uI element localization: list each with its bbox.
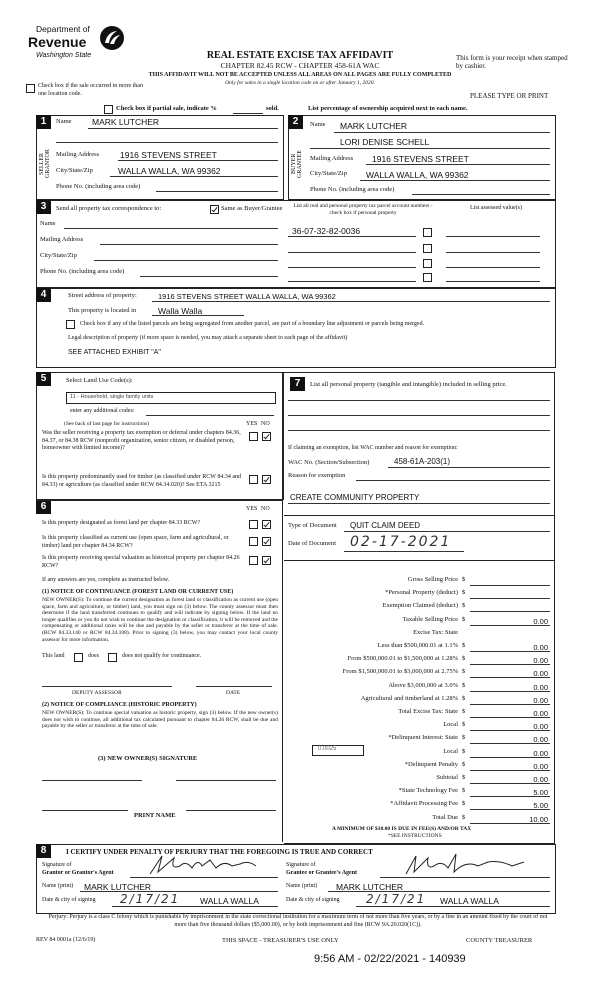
certify-statement: I CERTIFY UNDER PENALTY OF PERJURY THAT THE FOREGOING IS TRUE AND CORRECT xyxy=(66,848,373,856)
parcel1-personal-checkbox[interactable] xyxy=(423,228,432,237)
calc-row-label: *Delinquent Interest: State xyxy=(388,734,458,742)
calc-row-amount[interactable]: 0.00 xyxy=(533,682,548,692)
segregated-checkbox[interactable] xyxy=(66,320,75,329)
section1-number: 1 xyxy=(36,115,51,129)
multi-location-checkbox[interactable] xyxy=(26,84,35,93)
ownership-note: List percentage of ownership acquired next to each name. xyxy=(308,105,468,112)
s5-q1-no[interactable] xyxy=(262,432,271,441)
grantee-city-field[interactable]: WALLA WALLA xyxy=(440,896,499,906)
parcel4-personal-checkbox[interactable] xyxy=(423,273,432,282)
sold-label: sold. xyxy=(266,105,279,112)
reason-field[interactable]: CREATE COMMUNITY PROPERTY xyxy=(290,493,420,502)
partial-sale-label: Check box if partial sale, indicate % xyxy=(116,105,217,112)
calc-row-label: Above $3,000,000 at 3.0% xyxy=(388,681,458,689)
assessor-date-line[interactable] xyxy=(196,686,272,687)
s5-yes-header: YES xyxy=(246,421,258,427)
doc-date-field[interactable]: 02-17-2021 xyxy=(350,534,452,550)
calc-row-label: Taxable Selling Price xyxy=(402,615,458,623)
s6-no-header: NO xyxy=(261,506,270,512)
grantor-city-field[interactable]: WALLA WALLA xyxy=(200,896,259,906)
notice1-body: NEW OWNER(S): To continue the current designation as forest land or classification as current use (open space, farm and agriculture, or timber) land, you must sign on (3) below. The county assessor must then determine if the land transferred continues to qualify and will indicate by signing below. If the land no longer qualifies or you do not wish to continue the designation or classification, it will be removed and the compensating or additional taxes will be due and payable by the seller or transferor at the time of sale. (RCW 84.33.140 or RCW 84.34.108). Prior to signing (3) below, you may contact your local county assessor for more information. xyxy=(42,597,278,643)
minimum-due-note: A MINIMUM OF $10.00 IS DUE IN FEE(S) AND/OR TAX xyxy=(332,826,472,832)
please-type: PLEASE TYPE OR PRINT xyxy=(470,92,549,100)
print-name-line2[interactable] xyxy=(186,810,276,811)
grantor-sig-label xyxy=(42,862,114,877)
treasurer-only-label: THIS SPACE - TREASURER'S USE ONLY xyxy=(222,937,339,944)
new-owner-sig-line2[interactable] xyxy=(176,780,276,781)
calc-row-dollar: $ xyxy=(462,813,466,821)
calc-row-line xyxy=(470,598,550,599)
calc-row-amount[interactable]: 0.00 xyxy=(533,735,548,745)
s6-q2-yes[interactable] xyxy=(249,537,258,546)
calc-row-dollar: $ xyxy=(462,708,466,715)
calc-row-amount[interactable]: 0.00 xyxy=(533,748,548,758)
calc-row-dollar: $ xyxy=(462,576,466,583)
form-subtitle: CHAPTER 82.45 RCW - CHAPTER 458-61A WAC xyxy=(220,61,380,70)
seller-city-field[interactable]: WALLA WALLA, WA 99362 xyxy=(118,166,221,176)
dept-line3: Washington State xyxy=(36,52,92,59)
personal-property-label: List all personal property (tangible and intangible) included in selling price. xyxy=(310,381,507,388)
section5-number: 5 xyxy=(36,372,51,386)
land-use-value: 11 - Household, single family units xyxy=(70,394,154,400)
section2-side-label: BUYER GRANTEE xyxy=(291,150,303,178)
notice2-title: (2) NOTICE OF COMPLIANCE (HISTORIC PROPERTY) xyxy=(42,702,197,708)
same-as-buyer-checkbox[interactable] xyxy=(210,205,219,214)
calc-row-dollar: $ xyxy=(462,602,466,610)
buyer-city-field[interactable]: WALLA WALLA, WA 99362 xyxy=(366,170,469,180)
buyer-city-label: City/State/Zip xyxy=(310,170,347,177)
section8-number: 8 xyxy=(36,844,51,858)
calc-row-dollar: $ xyxy=(462,760,466,768)
buyer-phone-field[interactable] xyxy=(412,194,550,195)
section7-number: 7 xyxy=(290,377,305,391)
grantor-date-label: Date & city of signing xyxy=(42,897,96,903)
send-correspondence-label: Send all property tax correspondence to: xyxy=(56,205,162,212)
located-label: This property is located in xyxy=(68,307,137,314)
corr-mailing-label: Mailing Address xyxy=(40,236,84,243)
corr-name-label: Name xyxy=(40,220,56,227)
same-as-buyer-label: Same as Buyer/Grantee xyxy=(221,205,283,212)
calc-row-amount[interactable]: 0.00 xyxy=(533,761,548,771)
s5-no-header: NO xyxy=(261,421,270,427)
seller-name-field[interactable]: MARK LUTCHER xyxy=(92,117,160,127)
revenue-logo-icon xyxy=(98,24,126,52)
dept-line1: Department of xyxy=(36,24,90,34)
calc-row-label: Total Due xyxy=(432,813,458,821)
assessor-date-label: DATE xyxy=(226,690,241,696)
calc-row-dollar: $ xyxy=(462,642,466,649)
grantee-name-field[interactable]: MARK LUTCHER xyxy=(336,882,404,892)
calc-row-dollar: $ xyxy=(462,655,466,663)
grantee-signature[interactable] xyxy=(400,850,530,878)
calc-row-dollar: $ xyxy=(462,589,466,597)
print-name-label: PRINT NAME xyxy=(134,812,176,819)
calc-row-dollar: $ xyxy=(462,721,466,729)
calc-row-label: Exemption Claimed (deduct) xyxy=(382,602,458,610)
s6-q1-yes[interactable] xyxy=(249,520,258,529)
county-treasurer-label: COUNTY TREASURER xyxy=(466,937,533,944)
calc-row-line xyxy=(470,585,550,586)
calc-row-dollar: $ xyxy=(462,734,466,742)
doc-type-field[interactable]: QUIT CLAIM DEED xyxy=(350,521,421,530)
this-land-label: This land xyxy=(42,653,65,659)
calc-row-label: Local xyxy=(443,747,458,755)
seller-mailing-label: Mailing Address xyxy=(56,151,100,158)
s6-q2-no[interactable] xyxy=(262,537,271,546)
does-qualify-checkbox[interactable] xyxy=(74,653,83,662)
calc-row-dollar: $ xyxy=(462,747,466,755)
grantor-sig-label-2: Grantor or Grantor's Agent xyxy=(42,869,114,876)
assessed1-field[interactable] xyxy=(446,236,540,237)
street-field[interactable]: 1916 STEVENS STREET WALLA WALLA, WA 99362 xyxy=(158,292,336,301)
section2-number: 2 xyxy=(288,115,303,129)
s6-if-yes: If any answers are yes, complete as instructed below. xyxy=(42,577,170,583)
calc-row-amount[interactable]: 0.00 xyxy=(533,722,548,732)
calc-row-label: *Personal Property (deduct) xyxy=(385,589,458,597)
calc-row-amount[interactable]: 0.00 xyxy=(533,709,548,718)
new-owner-sig-label: (3) NEW OWNER(S) SIGNATURE xyxy=(98,755,198,762)
grantor-name-label: Name (print) xyxy=(42,883,74,889)
legal-label: Legal description of property (if more space is needed, you may attach a separate sheet to each page of the affidavit) xyxy=(68,335,348,341)
buyer-name2-field[interactable]: LORI DENISE SCHELL xyxy=(340,137,430,147)
doc-date-label: Date of Document xyxy=(288,540,337,547)
does-not-qualify-checkbox[interactable] xyxy=(108,653,117,662)
calc-row-dollar: $ xyxy=(462,694,466,702)
s6-yes-header: YES xyxy=(246,506,258,512)
see-back-note: (See back of last page for instructions) xyxy=(64,421,149,427)
calc-row-label: *State Technology Fee xyxy=(398,787,458,795)
located-field[interactable]: Walla Walla xyxy=(158,306,203,316)
section1-side-label: SELLER GRANTOR xyxy=(39,149,51,179)
parcel-header: List all real and personal property tax parcel account numbers - check box if personal property xyxy=(293,203,433,216)
calc-row-label: From $500,000.01 to $1,500,000 at 1.28% xyxy=(347,655,458,663)
corr-city-label: City/State/Zip xyxy=(40,252,77,259)
corr-phone-label: Phone No. (including area code) xyxy=(40,268,125,275)
s6-question1: Is this property designated as forest land per chapter 84.33 RCW? xyxy=(42,520,201,526)
calc-row-label: Less than $500,000.01 at 1.1% xyxy=(377,642,458,649)
additional-codes-field[interactable] xyxy=(146,415,274,416)
multi-location-label: Check box if the sale occurred in more than one location code. xyxy=(38,83,143,97)
calc-row-amount[interactable]: 0.00 xyxy=(533,616,548,626)
form-title: REAL ESTATE EXCISE TAX AFFIDAVIT xyxy=(206,50,394,61)
grantee-date-label: Date & city of signing xyxy=(286,897,340,903)
calc-row-label: Agricultural and timberland at 1.28% xyxy=(360,694,458,702)
calc-row-label: Subtotal xyxy=(436,774,458,781)
calc-row-amount[interactable]: 5.00 xyxy=(533,788,548,798)
calc-row-label: Gross Selling Price xyxy=(407,576,458,583)
revision-label: REV 84 0001a (12/6/19) xyxy=(36,937,96,943)
corr-phone-field[interactable] xyxy=(140,276,278,277)
assessed-header: List assessed value(s) xyxy=(470,205,522,211)
print-name-line1[interactable] xyxy=(42,810,128,811)
buyer-mailing-field[interactable]: 1916 STEVENS STREET xyxy=(372,154,469,164)
see-instructions: *SEE INSTRUCTIONS xyxy=(388,833,442,839)
s5-q2-yes[interactable] xyxy=(249,475,258,484)
grantor-sig-label-1: Signature of xyxy=(42,862,72,868)
seller-name-label: Name xyxy=(56,118,72,125)
wac-label: WAC No. (Section/Subsection) xyxy=(288,459,370,466)
notice2-body: NEW OWNER(S): To continue special valuation as historic property, sign (3) below. If the new owner(s) does not wish to continue, all additional tax calculated pursuant to chapter 84.26 RCW, shall be due and payable by the seller or transferor at the time of sale. xyxy=(42,710,278,730)
calc-row-amount[interactable]: 0.00 xyxy=(533,656,548,666)
corr-mailing-field[interactable] xyxy=(100,244,278,245)
calc-row-amount[interactable]: 10.00 xyxy=(529,814,548,824)
street-label: Street address of property: xyxy=(68,292,137,299)
calc-row-dollar: $ xyxy=(462,615,466,623)
s6-q3-yes[interactable] xyxy=(249,556,258,565)
dept-line2: Revenue xyxy=(28,34,87,50)
calc-row-label: Excise Tax: State xyxy=(413,628,458,636)
seller-phone-field[interactable] xyxy=(156,191,278,192)
parcel2-personal-checkbox[interactable] xyxy=(423,244,432,253)
wac-field[interactable]: 458-61A-203(1) xyxy=(394,457,451,466)
calc-row-label: From $1,500,000.01 to $3,000,000 at 2.75% xyxy=(342,668,458,676)
s6-q3-no[interactable] xyxy=(262,556,271,565)
partial-sale-percent[interactable] xyxy=(233,113,263,114)
legal-field[interactable]: SEE ATTACHED EXHIBIT "A" xyxy=(68,349,161,356)
parcel3-personal-checkbox[interactable] xyxy=(423,259,432,268)
calc-row-amount[interactable]: 0.00 xyxy=(533,775,548,784)
seller-city-label: City/State/Zip xyxy=(56,167,93,174)
calc-row-amount[interactable]: 0.00 xyxy=(533,643,548,652)
calc-row-dollar: $ xyxy=(462,668,466,676)
deputy-assessor-line[interactable] xyxy=(42,686,172,687)
calc-row-amount[interactable]: 0.00 xyxy=(533,695,548,705)
deputy-label: DEPUTY ASSESSOR xyxy=(72,690,122,696)
calc-row-dollar: $ xyxy=(462,681,466,689)
new-owner-sig-line1[interactable] xyxy=(42,780,142,781)
exemption-label: If claiming an exemption, list WAC number and reason for exemption: xyxy=(288,445,458,451)
land-use-label: Select Land Use Code(s): xyxy=(66,377,133,384)
buyer-name-label: Name xyxy=(310,121,326,128)
calc-row-label: *Affidavit Processing Fee xyxy=(390,800,458,808)
grantee-sig-label-2: Grantee or Grantee's Agent xyxy=(286,869,358,876)
parcel1-field[interactable]: 36-07-32-82-0036 xyxy=(292,226,361,236)
s6-question3: Is this property receiving special valuation as historical property per chapter 84.26 RCW? xyxy=(42,555,240,569)
buyer-phone-label: Phone No. (including area code) xyxy=(310,186,395,193)
only-for-sales: Only for sales in a single location code on or after January 1, 2020. xyxy=(225,80,375,86)
grantor-signature[interactable] xyxy=(140,852,270,878)
local-rate-value: 0.0025 xyxy=(318,746,337,752)
corr-city-field[interactable] xyxy=(94,260,278,261)
grantor-name-field[interactable]: MARK LUTCHER xyxy=(84,882,152,892)
buyer-mailing-label: Mailing Address xyxy=(310,155,354,162)
calc-row-dollar: $ xyxy=(462,774,466,781)
grantee-date-field[interactable]: 2/17/21 xyxy=(366,892,427,906)
buyer-name1-field[interactable]: MARK LUTCHER xyxy=(340,121,408,131)
segregated-label: Check box if any of the listed parcels are being segregated from another parcel, are part of a boundary line adjustment or parcels being merged. xyxy=(80,321,425,327)
calc-row-label: *Delinquent Penalty xyxy=(404,760,458,768)
calc-row-amount[interactable]: 5.00 xyxy=(533,801,548,811)
partial-sale-checkbox[interactable] xyxy=(104,105,113,114)
calc-row-dollar: $ xyxy=(462,787,466,795)
corr-name-field[interactable] xyxy=(64,228,278,229)
grantee-sig-label-1: Signature of xyxy=(286,862,316,868)
grantee-sig-label xyxy=(286,862,357,877)
receipt-note: This form is your receipt when stamped by cashier. xyxy=(456,54,568,71)
grantee-name-label: Name (print) xyxy=(286,883,318,889)
does-not-label: does not qualify for continuance. xyxy=(122,653,202,659)
grantor-date-field[interactable]: 2/17/21 xyxy=(120,892,181,906)
calc-row-amount[interactable]: 0.00 xyxy=(533,669,548,679)
calc-row-line xyxy=(470,611,550,612)
recording-stamp: 9:56 AM - 02/22/2021 - 140939 xyxy=(314,953,466,965)
perjury-notice: Perjury: Perjury is a class C felony which is punishable by imprisonment in the state correctional institution for a maximum term of not more than five years, or by a fine in an amount fixed by the court of not more than five thousand dollars ($5,000.00), or by both imprisonment and fine (RCW 9A.20.020(1C)). xyxy=(48,914,548,928)
s5-question2: Is this property predominantly used for timber (as classified under RCW 84.34 and 84.33) or agriculture (as classified under RCW 84.34.020)? See ETA 3215 xyxy=(42,474,242,488)
seller-mailing-field[interactable]: 1916 STEVENS STREET xyxy=(120,150,217,160)
reason-label: Reason for exemption xyxy=(288,472,346,479)
calc-row-label: Local xyxy=(443,721,458,729)
calc-row-dollar: $ xyxy=(462,800,466,808)
does-label: does xyxy=(88,653,99,659)
section4-number: 4 xyxy=(36,288,51,302)
notice1-title: (1) NOTICE OF CONTINUANCE (FOREST LAND OR CURRENT USE) xyxy=(42,589,234,595)
calc-row-label: Total Excise Tax: State xyxy=(398,708,458,715)
doc-type-label: Type of Document xyxy=(288,522,337,529)
s6-q1-no[interactable] xyxy=(262,520,271,529)
section6-number: 6 xyxy=(36,500,51,514)
s5-question1: Was the seller receiving a property tax exemption or deferral under chapters 84.36, 84.37, or 84.38 RCW (nonprofit organization, senior citizen, or disabled person, homeowner with limited income)? xyxy=(42,430,241,451)
additional-codes-label: enter any additional codes: xyxy=(70,408,135,414)
s6-question2: Is this property classified as current use (open space, farm and agricultural, or timber) land per chapter 84.34 RCW? xyxy=(42,535,229,549)
section3-number: 3 xyxy=(36,200,51,214)
s5-q2-no[interactable] xyxy=(262,475,271,484)
seller-phone-label: Phone No. (including area code) xyxy=(56,183,141,190)
s5-q1-yes[interactable] xyxy=(249,432,258,441)
form-notice: THIS AFFIDAVIT WILL NOT BE ACCEPTED UNLESS ALL AREAS ON ALL PAGES ARE FULLY COMPLETED xyxy=(148,72,452,78)
